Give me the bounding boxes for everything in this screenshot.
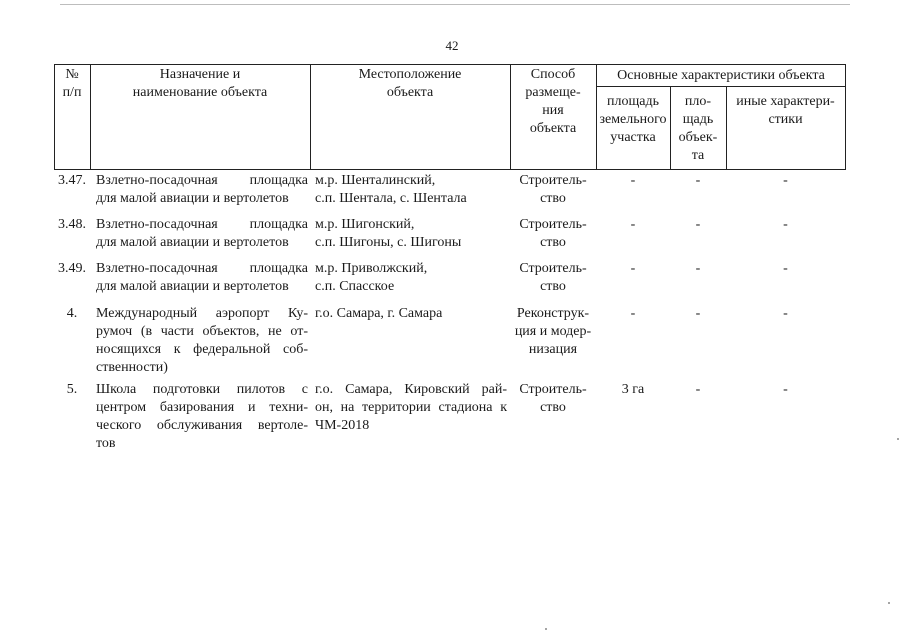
row-other: - <box>783 306 788 321</box>
header-method: Способ размеще- ния объекта <box>525 67 581 136</box>
row-method: Строитель- ство <box>519 382 587 415</box>
row-method: Реконструк- ция и модер- низация <box>514 306 592 357</box>
row-name: Взлетно-посадочная площадка для малой авиации и вертолетов <box>96 261 308 294</box>
page-top-edge <box>60 4 850 5</box>
row-location: м.р. Шенталинский, с.п. Шентала, с. Шентала <box>315 173 467 206</box>
row-land-area: - <box>630 261 636 276</box>
header-object-area: пло- щадь объек- та <box>678 94 718 163</box>
scan-speck <box>888 602 890 604</box>
row-location: г.о. Самара, Кировский рай- он, на территории стадиона к ЧМ-2018 <box>315 382 507 433</box>
row-name: Взлетно-посадочная площадка для малой авиации и вертолетов <box>96 217 308 250</box>
row-location: м.р. Приволжский, с.п. Спасское <box>315 261 428 294</box>
row-land-area: - <box>630 306 636 321</box>
scan-speck <box>545 628 547 630</box>
row-object-area: - <box>695 217 701 232</box>
row-location: м.р. Шигонский, с.п. Шигоны, с. Шигоны <box>315 217 462 250</box>
header-location: Местоположение объекта <box>358 67 462 100</box>
row-num: 5. <box>66 382 78 397</box>
row-location: г.о. Самара, г. Самара <box>315 306 443 321</box>
row-object-area: - <box>695 173 701 188</box>
scan-speck <box>897 438 899 440</box>
row-num: 3.49. <box>58 261 86 276</box>
row-land-area: - <box>630 173 636 188</box>
characteristics-divider <box>596 86 846 87</box>
row-object-area: - <box>695 382 701 397</box>
row-method: Строитель- ство <box>519 173 587 206</box>
header-num: № п/п <box>62 67 82 100</box>
row-name: Школа подготовки пилотов с центром базирования и техни- ческого обслуживания вертоле- тов <box>96 382 308 451</box>
row-other: - <box>783 217 788 232</box>
header-other-characteristics: иные характери- стики <box>736 94 835 127</box>
row-name: Международный аэропорт Ку- румоч (в части объектов, не от- носящихся к федеральной соб- ственности) <box>96 306 308 375</box>
row-land-area: 3 га <box>621 382 645 397</box>
row-other: - <box>783 261 788 276</box>
row-method: Строитель- ство <box>519 261 587 294</box>
row-num: 3.48. <box>58 217 86 232</box>
row-land-area: - <box>630 217 636 232</box>
row-method: Строитель- ство <box>519 217 587 250</box>
table-top-border <box>54 64 846 65</box>
page-number: 42 <box>445 38 459 53</box>
row-other: - <box>783 173 788 188</box>
row-num: 4. <box>66 306 78 321</box>
row-object-area: - <box>695 306 701 321</box>
row-other: - <box>783 382 788 397</box>
header-name: Назначение и наименование объекта <box>132 67 268 100</box>
row-num: 3.47. <box>58 173 86 188</box>
row-object-area: - <box>695 261 701 276</box>
row-name: Взлетно-посадочная площадка для малой авиации и вертолетов <box>96 173 308 206</box>
header-land-area: площадь земельного участка <box>599 94 667 145</box>
header-main-characteristics: Основные характеристики объекта <box>617 68 825 83</box>
header-bottom-border <box>54 169 846 170</box>
